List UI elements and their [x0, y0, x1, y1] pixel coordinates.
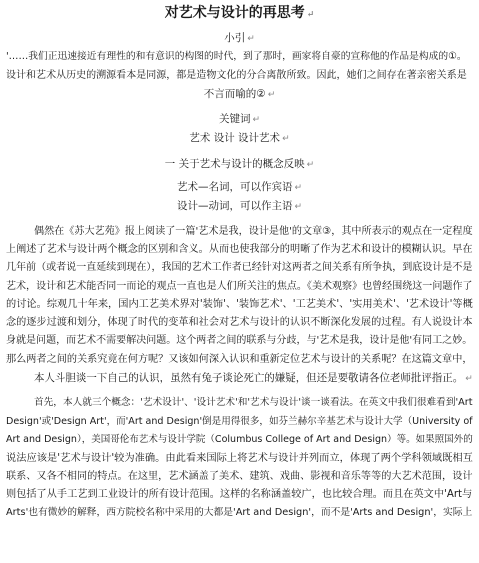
paragraph-line: Design'或'Design Art'，而'Art and Design'倒是用得很多，如芬兰赫尔辛基艺术与设计大学（University of: [6, 415, 473, 427]
paragraph-line: 念的逐步过渡和划分，体现了时代的变革和社会对艺术与设计的认识不断深化发展的过程。有人说设计本: [6, 317, 473, 329]
paragraph-line-text: 本人斗胆谈一下自己的认识，虽然有兔子谈论死亡的嫌疑，但还是要敬请各位老师批评指正。: [34, 372, 464, 385]
return-mark-icon: ↵: [294, 183, 303, 194]
paragraph-line: Arts'也有微妙的解释，西方院校名称中采用的大都是'Art and Design'，而不是'Arts and Design'，实际上: [6, 507, 473, 519]
paragraph-line: [6, 369, 473, 388]
return-mark-icon: ↵: [306, 10, 315, 20]
paragraph-line: 说法应该是'艺术与设计'较为准确。由此看来国际上将艺术与设计并列而立，体现了两个学科领域既相互: [6, 452, 473, 465]
return-mark-icon: ↵: [306, 159, 315, 170]
paragraph-line: 则包括了从手工艺到工业设计的所有设计范围。这样的名称涵盖较广，也比较合理。而且在英文中'Art与: [6, 488, 473, 500]
section1-point-text: 设计—动词，可以作主语: [176, 200, 293, 213]
paragraph-1: [0, 223, 479, 389]
return-mark-icon: ↵: [294, 202, 303, 213]
section1-point: [0, 197, 479, 216]
paragraph-line: 首先，本人就三个概念：'艺术设计'、'设计艺术'和'艺术与设计'谈一谈看法。在英文中我们很难看到'Art: [34, 397, 473, 409]
intro-heading-text: 小引: [224, 32, 246, 44]
document-title: [0, 3, 479, 25]
keywords-line-text: 艺术 设计 设计艺术: [189, 132, 281, 145]
paragraph-line: 几年前（或者说一直延续到现在），我国的艺术工作者已经针对这两者之间关系有所争执，到底设计是不是: [6, 262, 473, 274]
paragraph-line: 那么两者之间的关系究竟在何方呢？又该如何深入认识和重新定位艺术与设计的关系呢？在这篇文章中，: [6, 353, 473, 365]
paragraph-line: 联系、又各不相同的特点。在这里，艺术涵盖了美术、建筑、戏曲、影视和音乐等等的大艺术范围，设计: [6, 470, 473, 482]
return-mark-icon: ↵: [465, 374, 473, 385]
section1-heading-text: 一 关于艺术与设计的概念反映: [164, 157, 305, 170]
paragraph-line: 艺术，设计和艺术能否同一而论的观点一直也是人们所关注的焦点。《美术观察》也曾经围绕这一问题作了: [6, 280, 473, 292]
intro-line: '……我们正迅速接近有理性的和有意识的构图的时代，到了那时，画家将自豪的宣称他的作品是构成的①。: [6, 51, 467, 63]
keywords-heading: [0, 110, 479, 129]
section1-point: [0, 178, 479, 197]
return-mark-icon: ↵: [267, 89, 276, 100]
intro-line: 设计和艺术从历史的溯源看本是同源，都是造物文化的分合离散所致。因此，她们之间存在著亲密关系是: [6, 69, 467, 81]
return-mark-icon: ↵: [282, 134, 290, 145]
return-mark-icon: ↵: [247, 34, 255, 44]
paragraph-line: 偶然在《苏大艺苑》报上阅读了一篇'艺术是我，设计是他'的文章③，其中所表示的观点在一定程度: [34, 225, 473, 237]
paragraph-2: [0, 394, 479, 522]
intro-heading: [0, 29, 479, 48]
document-page: [0, 3, 479, 563]
keywords-line: [0, 129, 479, 148]
paragraph-line: 上阐述了艺术与设计两个概念的区别和含义。从而也使我部分的明晰了作为艺术和设计的模糊认识。早在: [6, 243, 473, 255]
paragraph-line: 的讨论。综观几十年来，国内工艺美术界对'装饰'、'装饰艺术'、'工艺美术'、'实用美术'、'艺术设计'等概: [6, 298, 473, 310]
intro-line-text: 不言而喻的②: [203, 87, 266, 100]
keywords-heading-text: 关键词: [218, 113, 251, 126]
paragraph-line: 身就是问题，而艺术不需要解决问题。这个两者之间的联系与分歧，与'艺术是我，设计是他'有同工之妙。: [6, 335, 473, 347]
title-text: 对艺术与设计的再思考: [164, 5, 305, 21]
paragraph-line: Art and Design），美国哥伦布艺术与设计学院（Columbus College of Art and Design）等。如果照国外的: [6, 433, 473, 445]
return-mark-icon: ↵: [252, 115, 261, 126]
intro-line: [0, 85, 479, 104]
section1-point-text: 艺术—名词，可以作宾语: [176, 181, 293, 194]
section1-heading: [0, 155, 479, 174]
